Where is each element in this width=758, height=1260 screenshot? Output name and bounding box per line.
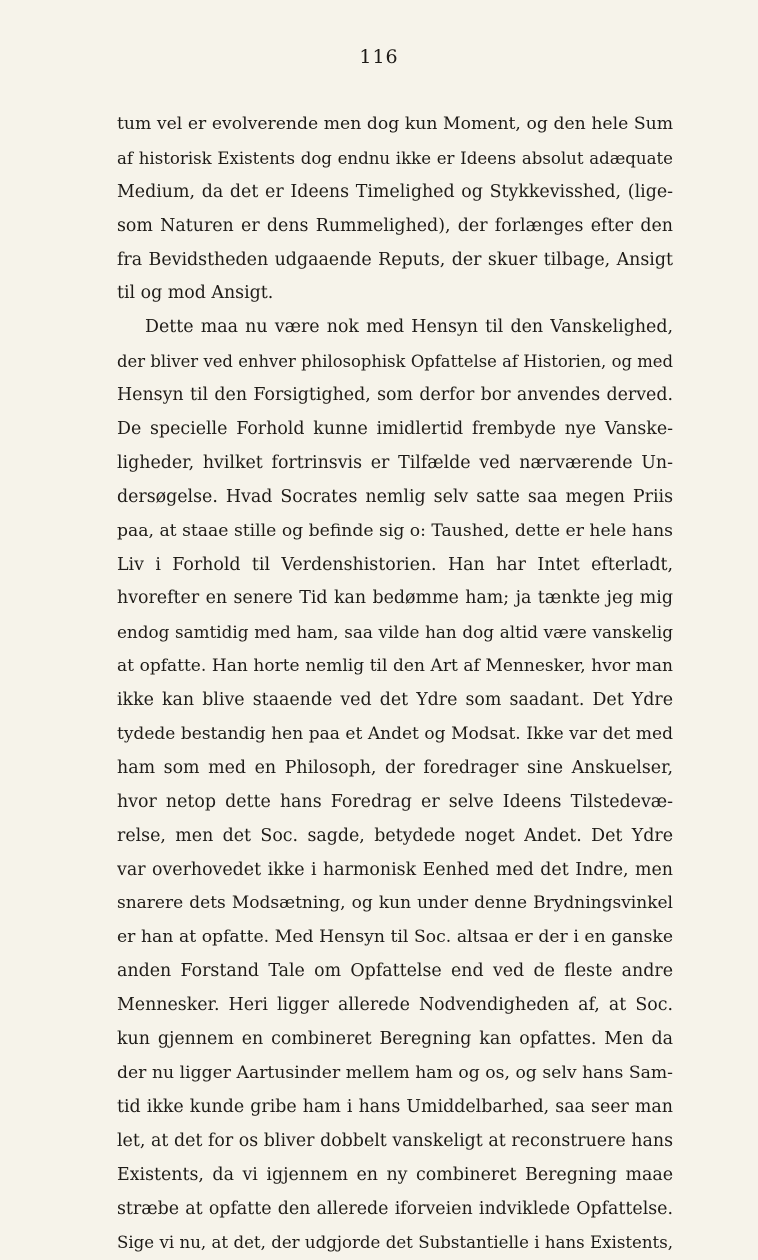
text-line: af historisk Existents dog endnu ikke er Ideens absolut adæquate: [117, 148, 673, 168]
text-line: som Naturen er dens Rummelighed), der forlænges efter den: [117, 215, 673, 236]
text-line: Dette maa nu være nok med Hensyn til den Vanskelighed,: [145, 317, 673, 338]
text-line: dersøgelse. Hvad Socrates nemlig selv satte saa megen Priis: [117, 486, 673, 507]
text-line: Mennesker. Heri ligger allerede Nodvendigheden af, at Soc.: [117, 995, 673, 1016]
text-line: De specielle Forhold kunne imidlertid frembyde nye Vanske-: [117, 419, 673, 440]
text-line: ikke kan blive staaende ved det Ydre som saadant. Det Ydre: [117, 690, 673, 711]
text-line: anden Forstand Tale om Opfattelse end ved de fleste andre: [117, 961, 673, 982]
text-line: tydede bestandig hen paa et Andet og Modsat. Ikke var det med: [117, 724, 673, 745]
text-line: hvorefter en senere Tid kan bedømme ham; ja tænkte jeg mig: [117, 588, 673, 609]
text-line: at opfatte. Han horte nemlig til den Art af Mennesker, hvor man: [117, 656, 673, 677]
text-line: ham som med en Philosoph, der foredrager sine Anskuelser,: [117, 757, 673, 778]
text-line: relse, men det Soc. sagde, betydede noget Andet. Det Ydre: [117, 825, 673, 846]
text-line: var overhovedet ikke i harmonisk Eenhed med det Indre, men: [117, 859, 673, 880]
text-line: der nu ligger Aartusinder mellem ham og os, og selv hans Sam-: [117, 1062, 673, 1083]
text-line: tid ikke kunde gribe ham i hans Umiddelbarhed, saa seer man: [117, 1096, 673, 1117]
text-line: kun gjennem en combineret Beregning kan opfattes. Men da: [117, 1029, 673, 1050]
text-line: stræbe at opfatte den allerede iforveien indviklede Opfattelse.: [117, 1198, 673, 1219]
text-line: Sige vi nu, at det, der udgjorde det Substantielle i hans Existents,: [117, 1233, 673, 1253]
text-line: let, at det for os bliver dobbelt vanskeligt at reconstruere hans: [117, 1130, 673, 1151]
text-line: til og mod Ansigt.: [117, 283, 274, 304]
text-line: paa, at staae stille og befinde sig o: Taushed, dette er hele hans: [117, 520, 673, 541]
text-line: der bliver ved enhver philosophisk Opfattelse af Historien, og med: [117, 352, 673, 372]
text-line: er han at opfatte. Med Hensyn til Soc. altsaa er der i en ganske: [117, 927, 673, 948]
text-line: Medium, da det er Ideens Timelighed og Stykkevisshed, (lige-: [117, 181, 673, 202]
text-line: ligheder, hvilket fortrinsvis er Tilfælde ved nærværende Un-: [117, 452, 673, 473]
text-line: Existents, da vi igjennem en ny combineret Beregning maae: [117, 1164, 673, 1185]
body-text: [117, 108, 673, 1260]
text-line: snarere dets Modsætning, og kun under denne Brydningsvinkel: [117, 893, 673, 914]
page-number: 116: [359, 46, 399, 68]
text-line: tum vel er evolverende men dog kun Moment, og den hele Sum: [117, 114, 673, 134]
text-line: Liv i Forhold til Verdenshistorien. Han har Intet efterladt,: [117, 554, 673, 575]
text-line: Hensyn til den Forsigtighed, som derfor bor anvendes derved.: [117, 385, 673, 406]
text-line: hvor netop dette hans Foredrag er selve Ideens Tilstedevæ-: [117, 791, 673, 812]
text-line: fra Bevidstheden udgaaende Reputs, der skuer tilbage, Ansigt: [117, 249, 673, 270]
text-line: endog samtidig med ham, saa vilde han dog altid være vanskelig: [117, 622, 673, 643]
